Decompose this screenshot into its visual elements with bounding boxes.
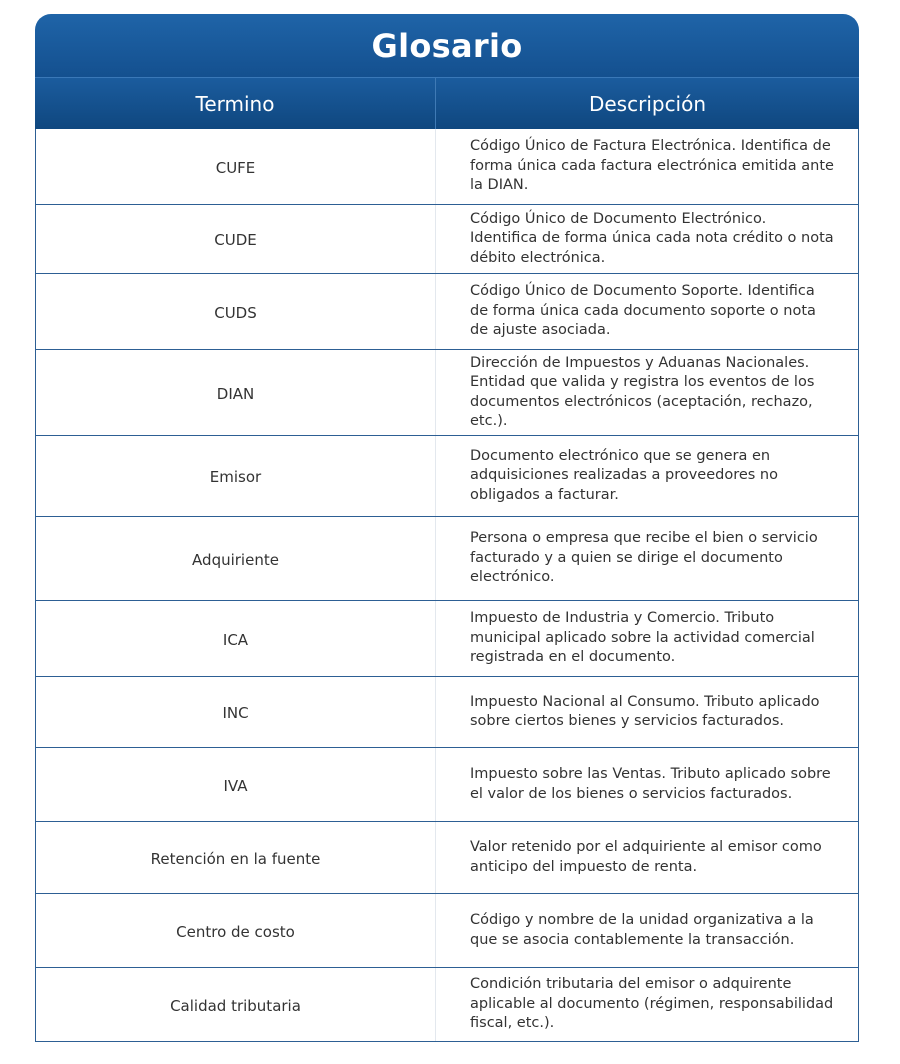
- description-text: Condición tributaria del emisor o adquirente aplicable al documento (régimen, responsabilidad fiscal, etc.).: [470, 976, 834, 1032]
- description-cell: [436, 350, 858, 435]
- term-cell: CUDS: [36, 274, 436, 349]
- description-text: Valor retenido por el adquiriente al emisor como anticipo del impuesto de renta.: [470, 839, 822, 875]
- table-body: [35, 129, 859, 1042]
- table-row: [36, 129, 858, 205]
- description-cell: [436, 822, 858, 893]
- description-text: Dirección de Impuestos y Aduanas Nacionales. Entidad que valida y registra los eventos de los documentos electrónicos (aceptación, rechazo, etc.).: [470, 354, 815, 429]
- term-cell: Retención en la fuente: [36, 822, 436, 893]
- description-cell: [436, 894, 858, 967]
- table-row: [36, 436, 858, 517]
- glossary-table: [35, 14, 859, 1042]
- description-text: Documento electrónico que se genera en adquisiciones realizadas a proveedores no obligados a facturar.: [470, 447, 778, 503]
- description-cell: [436, 517, 858, 600]
- table-row: [36, 822, 858, 894]
- page-title: Glosario: [371, 26, 523, 65]
- description-text: Impuesto sobre las Ventas. Tributo aplicado sobre el valor de los bienes o servicios facturados.: [470, 766, 831, 802]
- table-row: [36, 350, 858, 436]
- term-cell: CUFE: [36, 129, 436, 204]
- table-header: [35, 77, 859, 129]
- description-text: Código y nombre de la unidad organizativa a la que se asocia contablemente la transacción.: [470, 912, 814, 948]
- description-cell: [436, 436, 858, 516]
- description-cell: [436, 205, 858, 273]
- description-text: Código Único de Factura Electrónica. Identifica de forma única cada factura electrónica emitida ante la DIAN.: [470, 138, 834, 194]
- term-cell: CUDE: [36, 205, 436, 273]
- term-cell: IVA: [36, 748, 436, 821]
- header-term: Termino: [35, 78, 436, 129]
- term-cell: Centro de costo: [36, 894, 436, 967]
- table-row: [36, 601, 858, 677]
- table-row: [36, 205, 858, 274]
- table-row: [36, 677, 858, 748]
- description-cell: [436, 677, 858, 747]
- description-text: Impuesto de Industria y Comercio. Tributo municipal aplicado sobre la actividad comercial registrada en el documento.: [470, 610, 815, 666]
- table-row: [36, 894, 858, 968]
- description-text: Persona o empresa que recibe el bien o servicio facturado y a quien se dirige el documento electrónico.: [470, 530, 818, 586]
- description-cell: [436, 748, 858, 821]
- description-cell: [436, 129, 858, 204]
- table-row: [36, 274, 858, 350]
- term-cell: Adquiriente: [36, 517, 436, 600]
- description-cell: [436, 968, 858, 1041]
- header-description: Descripción: [588, 91, 707, 116]
- description-cell: [436, 274, 858, 349]
- term-cell: DIAN: [36, 350, 436, 435]
- table-row: [36, 517, 858, 601]
- term-cell: Calidad tributaria: [36, 968, 436, 1041]
- description-text: Código Único de Documento Electrónico. Identifica de forma única cada nota crédito o nota débito electrónica.: [470, 210, 834, 266]
- description-cell: [436, 601, 858, 676]
- title-bar: [35, 14, 859, 77]
- description-text: Código Único de Documento Soporte. Identifica de forma única cada documento soporte o nota de ajuste asociada.: [470, 283, 816, 339]
- term-cell: INC: [36, 677, 436, 747]
- table-row: [36, 748, 858, 822]
- description-text: Impuesto Nacional al Consumo. Tributo aplicado sobre ciertos bienes y servicios facturados.: [470, 693, 820, 729]
- term-cell: ICA: [36, 601, 436, 676]
- table-row: [36, 968, 858, 1042]
- term-cell: Emisor: [36, 436, 436, 516]
